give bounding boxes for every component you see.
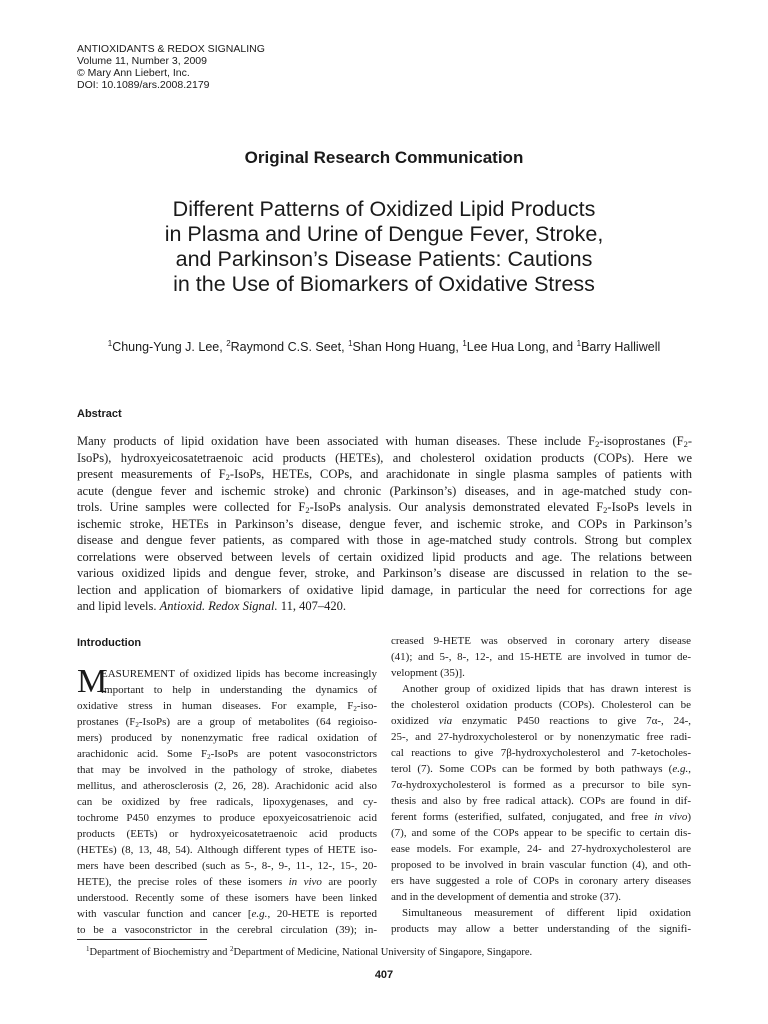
author-affiliation-mark: 1 — [107, 339, 113, 348]
journal-doi: DOI: 10.1089/ars.2008.2179 — [77, 79, 210, 91]
journal-name: ANTIOXIDANTS & REDOX SIGNALING — [77, 43, 265, 55]
body-line: oxidized via enzymatic P450 reactions to give 7α-, 24-, — [391, 715, 691, 727]
body-line: ferent forms (esterified, sulfated, conjugated, and free in vivo) — [391, 811, 691, 823]
author-list — [0, 339, 768, 354]
body-line: EASUREMENT of oxidized lipids has become increasingly — [101, 668, 377, 680]
body-line: velopment (35)]. — [391, 667, 465, 679]
author-name: Raymond C.S. Seet, — [230, 340, 349, 354]
body-line: HETE), the precise roles of these isomers in vivo are poorly — [77, 876, 377, 888]
abstract-line: correlations were observed between levels of certain oxidized lipid products and age. The relations between — [77, 549, 692, 564]
body-line: Another group of oxidized lipids that has drawn interest is — [402, 683, 691, 695]
body-line: arachidonic acid. Some $F_2$-IsoPs are potent vasoconstrictors — [77, 748, 377, 761]
author-name: Shan Hong Huang, — [352, 340, 463, 354]
body-line: products may allow a better understanding of the signifi- — [391, 923, 691, 935]
author-affiliation-mark: 1 — [462, 339, 467, 348]
author-affiliation-mark: 1 — [576, 339, 582, 348]
body-line: (HETEs) (8, 13, 48, 54). Although different types of HETE iso- — [77, 844, 377, 856]
section-type: Original Research Communication — [244, 148, 524, 167]
abstract-body — [77, 433, 692, 615]
body-line: thesis and also by free radical attack). COPs are found in dif- — [391, 795, 691, 807]
body-line: mers) produced by nonenzymatic free radical oxidation of — [77, 732, 377, 744]
abstract-line: and lipid levels. Antioxid. Redox Signal. 11, 407–420. — [77, 599, 346, 613]
author-name: Lee Hua Long, and — [466, 340, 577, 354]
abstract-line: Many products of lipid oxidation have been associated with human diseases. These include $F_2$-isoprostanes ($F_2-$ — [77, 434, 693, 449]
journal-copyright: © Mary Ann Liebert, Inc. — [77, 67, 190, 79]
body-column-left — [77, 663, 377, 938]
body-line: 7α-hydroxycholesterol is formed as a precursor to bile syn- — [391, 779, 691, 791]
introduction-heading: Introduction — [77, 637, 142, 649]
abstract-heading: Abstract — [77, 408, 122, 420]
body-line: with vascular function and cancer [e.g., 20-HETE is reported — [77, 908, 377, 920]
body-column-right — [391, 633, 691, 937]
body-line: the cholesterol oxidation products (COPs). Cholesterol can be — [391, 699, 691, 711]
abstract-line: present measurements of $F_2$-IsoPs, HETEs, COPs, and arachidonate in single plasma samples of patients with — [77, 467, 693, 482]
body-line: mellitus, and atherosclerosis (2, 26, 28). Arachidonic acid also — [77, 780, 377, 792]
body-line: ease models. For example, 24- and 27-hydroxycholesterol are — [391, 843, 691, 855]
title-line: in the Use of Biomarkers of Oxidative Stress — [173, 272, 595, 296]
body-line: products (EETs) or hydroxyeicosatetraenoic acid products — [77, 828, 377, 840]
body-line: Simultaneous measurement of different lipid oxidation — [402, 907, 691, 919]
body-line: important to help in understanding the dynamics of — [101, 684, 377, 696]
abstract-line: lection and application of biomarkers of oxidative lipid damage, in particular the need for corrections for age — [77, 582, 692, 597]
body-line: mers have been described (such as 5-, 8-, 9-, 11-, 12-, 15-, 20- — [77, 860, 377, 872]
body-line: understood. Recently some of these isomers have been linked — [77, 892, 377, 904]
journal-volume: Volume 11, Number 3, 2009 — [77, 55, 207, 67]
journal-citation: Antioxid. Redox Signal. — [159, 599, 278, 613]
drop-cap: M — [77, 663, 108, 700]
author-affiliation-mark: 1 — [348, 339, 353, 348]
body-line: (7), and some of the COPs appear to be specific to certain dis- — [391, 827, 691, 839]
abstract-line: ischemic stroke, HETEs in Parkinson’s disease, dengue fever, and ischemic stroke, and COPs in Parkinson’s — [77, 516, 692, 531]
page-number: 407 — [374, 969, 394, 981]
body-line: 25-, and 27-hydroxycholesterol or by nonenzymatic free radi- — [391, 731, 691, 743]
body-line: oxidative stress in human diseases. For example, $F_2-iso-$ — [77, 700, 377, 713]
title-line: in Plasma and Urine of Dengue Fever, Stroke, — [164, 222, 604, 246]
abstract-line: trols. Urine samples were collected for $F_2$-IsoPs analysis. Our analysis demonstrated elevated $F_2$-IsoPs levels in — [77, 500, 692, 515]
abstract-line: acute (dengue fever and ischemic stroke) and chronic (Parkinson’s) diseases, and in age-matched study con- — [77, 483, 692, 498]
body-line: prostanes $(F_2-IsoPs)$ are a group of metabolites (64 regioiso- — [77, 716, 377, 729]
body-line: proposed to be involved in brain vascular function (4), and oth- — [391, 859, 691, 871]
body-line: can be oxidized by free radicals, lipoxygenases, and cy- — [77, 796, 377, 808]
body-line: cal reactions to give 7β-hydroxycholesterol and 7-ketocholes- — [391, 747, 691, 759]
title-line: Different Patterns of Oxidized Lipid Products — [172, 197, 596, 221]
body-line: creased 9-HETE was observed in coronary artery disease — [391, 635, 691, 647]
body-line: tochrome P450 enzymes to produce epoxyeicosatrienoic acid — [77, 812, 377, 824]
affiliation-footnote: $^1$Department of Biochemistry and $^2$Department of Medicine, National University of Singapore, Singapore. — [86, 945, 533, 958]
body-line: that may be involved in the pathology of stroke, diabetes — [77, 764, 377, 776]
body-line: and in the development of dementia and stroke (37). — [391, 891, 622, 903]
body-line: terol (7). Some COPs can be formed by both pathways (e.g., — [391, 763, 691, 775]
footnote-divider — [77, 939, 207, 940]
journal-header — [77, 43, 265, 91]
author-name: Barry Halliwell — [581, 340, 661, 354]
body-line: (41); and 5-, 8-, 12-, and 15-HETE are involved in tumor de- — [391, 651, 691, 663]
title-line: and Parkinson’s Disease Patients: Cautions — [175, 247, 593, 271]
body-line: to be a vasoconstrictor in the cerebral circulation (39); in- — [77, 924, 377, 936]
body-line: ers have suggested a role of COPs in coronary artery diseases — [391, 875, 691, 887]
article-title — [60, 197, 708, 297]
abstract-line: IsoPs), hydroxyeicosatetraenoic acid products (HETEs), and cholesterol oxidation products (COPs). Here we — [77, 450, 692, 465]
author-name: Chung-Yung J. Lee, — [112, 340, 227, 354]
abstract-line: disease and dengue fever patients, as compared with those in age-matched study controls. Strong but complex — [77, 533, 692, 547]
author-affiliation-mark: 2 — [226, 339, 231, 348]
abstract-line: various oxidized lipids and dengue fever, stroke, and Parkinson’s disease are discussed in relation to the se- — [77, 566, 692, 580]
